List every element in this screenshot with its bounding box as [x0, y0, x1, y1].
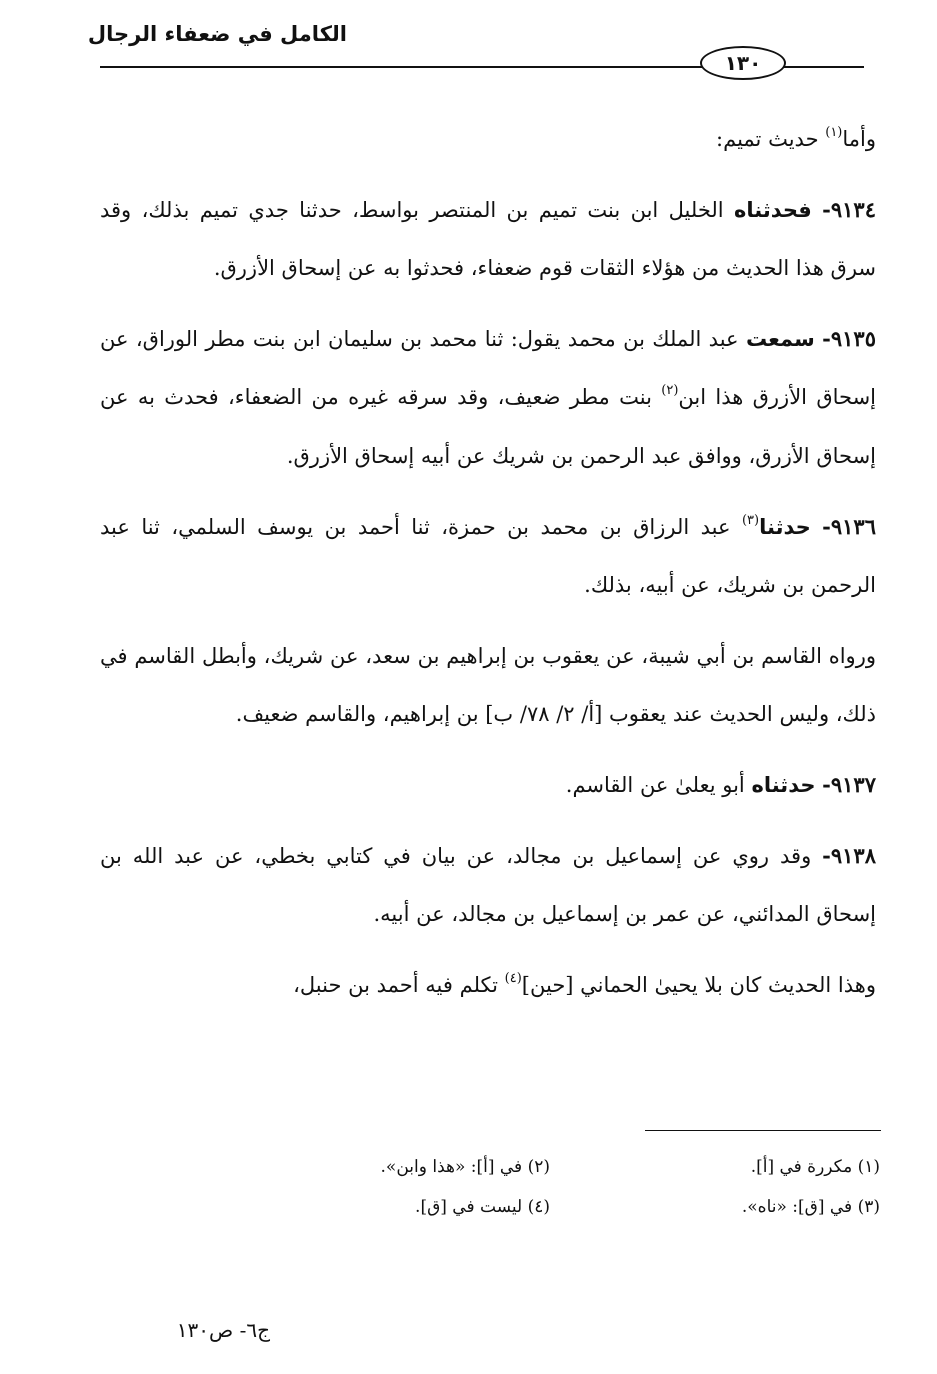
- footnote-ref-3: (٣): [741, 512, 760, 528]
- footnote-row: [200, 1147, 880, 1187]
- footnote-ref-2: (٢): [661, 383, 679, 399]
- hadith-number: ٩١٣٤-: [822, 196, 876, 222]
- footnote-ref-4: (٤): [504, 970, 522, 986]
- transmission-keyword: سمعت: [745, 326, 815, 351]
- transmission-keyword: حدثنا: [759, 514, 811, 539]
- hadith-9137: ٩١٣٧- حدثناه أبو يعلىٰ عن القاسم.: [565, 771, 876, 797]
- footnote-1: (١) مكررة في [أ].: [750, 1157, 880, 1177]
- hadith-number: ٩١٣٦-: [822, 513, 876, 539]
- footnote-row: [200, 1187, 880, 1227]
- footnote-3: (٣) في [ق]: «ناه».: [741, 1197, 880, 1217]
- transmission-keyword: فحدثناه: [734, 197, 812, 222]
- hadith-number: ٩١٣٧-: [822, 771, 876, 797]
- hadith-number: ٩١٣٨-: [822, 842, 876, 868]
- hadith-9136: ٩١٣٦- حدثنا$^{(٣)}$ عبد الرزاق بن محمد بن حمزة، ثنا أحمد بن يوسف السلمي، ثنا عبد الرحمن بن شريك، عن أبيه، بذلك.: [100, 512, 876, 598]
- main-text: [100, 110, 876, 1014]
- footnote-separator: [645, 1130, 881, 1131]
- transmission-keyword: حدثناه: [751, 772, 816, 797]
- page-number-badge: ١٣٠: [700, 46, 786, 80]
- volume-page-reference: ج٦- ص١٣٠: [176, 1318, 270, 1342]
- running-title: الكامل في ضعفاء الرجال: [87, 22, 347, 46]
- footnote-ref-1: (١): [825, 125, 843, 140]
- paragraph-intro: وأما$^{(١)}$ حديث تميم:: [716, 125, 876, 151]
- commentary-paragraph: ورواه القاسم بن أبي شيبة، عن يعقوب بن إبراهيم بن سعد، عن شريك، وأبطل القاسم في ذلك، وليس الحديث عند يعقوب [أ/ ٢/ ٧٨/ ب] بن إبراهيم، والقاسم ضعيف.: [100, 643, 876, 727]
- footnote-4: (٤) ليست في [ق].: [415, 1197, 550, 1217]
- hadith-9138: ٩١٣٨- وقد روي عن إسماعيل بن مجالد، عن بيان في كتابي بخطي، عن عبد الله بن إسحاق المدائني، عن عمر بن إسماعيل بن مجالد، عن أبيه.: [100, 842, 876, 927]
- hadith-number: ٩١٣٥-: [822, 325, 876, 351]
- hadith-9135: ٩١٣٥- سمعت عبد الملك بن محمد يقول: ثنا محمد بن سليمان ابن بنت مطر الوراق، عن إسحاق الأزرق هذا ابن$^{(٢)}$ بنت مطر ضعيف، وقد سرقه غيره من الضعفاء، فحدث به عن إسحاق الأزرق، ووافق عبد الرحمن بن شريك عن أبيه إسحاق الأزرق.: [100, 325, 876, 468]
- hadith-9134: ٩١٣٤- فحدثناه الخليل ابن بنت تميم بن المنتصر بواسط، حدثنا جدي تميم بذلك، وقد سرق هذا الحديث من هؤلاء الثقات قوم ضعفاء، فحدثوا به عن إسحاق الأزرق.: [100, 196, 876, 281]
- closing-paragraph: وهذا الحديث كان بلا يحيىٰ الحماني [حين]$^{(٤)}$ تكلم فيه أحمد بن حنبل،: [293, 970, 876, 997]
- footnotes: [200, 1147, 880, 1227]
- footnote-2: (٢) في [أ]: «هذا وابن».: [380, 1157, 550, 1177]
